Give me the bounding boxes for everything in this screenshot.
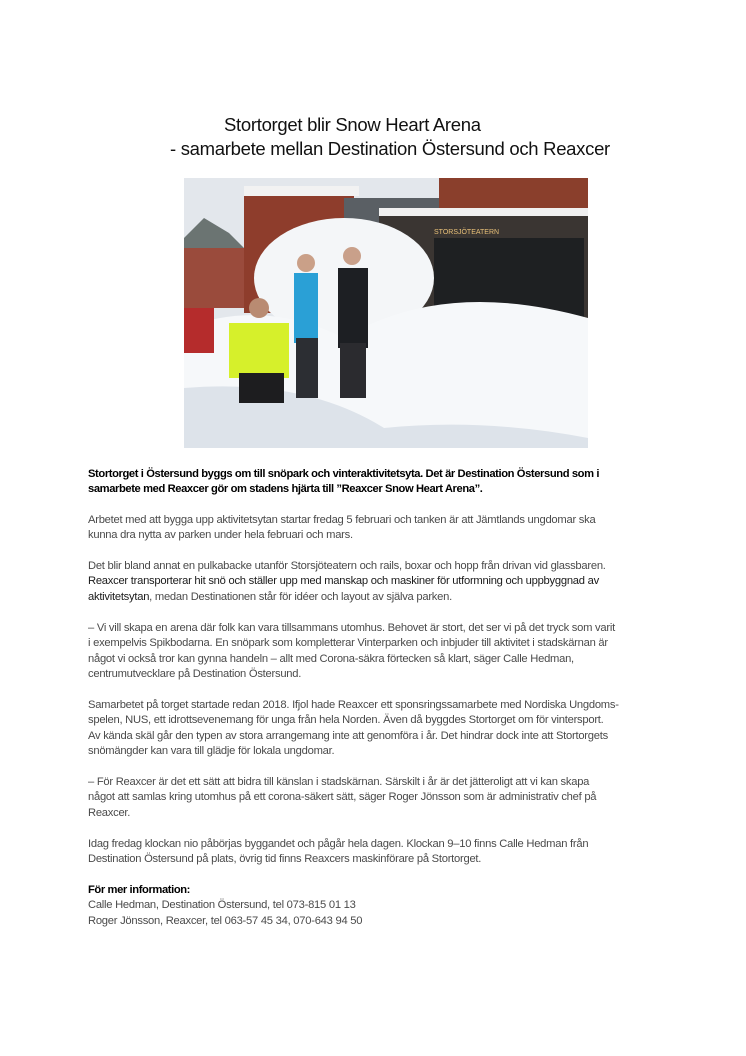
- text-line: kunna dra nytta av parken under hela februari och mars.: [88, 529, 353, 542]
- intro-paragraph: [88, 467, 599, 498]
- text-line: något vi också tror kan gynna handeln – allt med Corona-säkra förtecken så klart, säger Calle Hedman,: [88, 652, 574, 665]
- paragraph-2: [88, 559, 606, 605]
- text-segment: aktivitetsytan: [88, 590, 150, 603]
- text-line: Samarbetet på torget startade redan 2018. Ifjol hade Reaxcer ett sponsringssamarbete med Nordiska Ungdoms-: [88, 699, 619, 711]
- press-photo: [184, 178, 588, 448]
- text-line: spelen, NUS, ett idrottsevenemang för unga från hela Norden. Även då byggdes Stortorget om för vintersport.: [88, 714, 604, 727]
- text-line: [88, 590, 606, 605]
- photo-illustration: [184, 178, 588, 448]
- intro-line: samarbete med Reaxcer gör om stadens hjärta till ”Reaxcer Snow Heart Arena”.: [88, 483, 483, 496]
- photo-sign: STORSJÖTEATERN: [434, 229, 500, 236]
- paragraph-1: [88, 513, 595, 544]
- intro-line: Stortorget i Östersund byggs om till snöpark och vinteraktivitetsyta. Det är Destination Östersund som i: [88, 468, 600, 480]
- paragraph-6: [88, 837, 588, 868]
- paragraph-3: [88, 621, 615, 682]
- text-line: – För Reaxcer är det ett sätt att bidra till känslan i stadskärnan. Särskilt i år är det jätteroligt att vi kan skapa: [88, 776, 590, 788]
- contact-line: Calle Hedman, Destination Östersund, tel 073-815 01 13: [88, 899, 356, 912]
- text-line: Arbetet med att bygga upp aktivitetsytan startar fredag 5 februari och tanken är att Jämtlands ungdomar ska: [88, 514, 596, 526]
- paragraph-4: [88, 698, 619, 759]
- text-line: Idag fredag klockan nio påbörjas byggandet och pågår hela dagen. Klockan 9–10 finns Calle Hedman från: [88, 838, 589, 850]
- text-line: Reaxcer transporterar hit snö och ställer upp med manskap och maskiner för utformning och uppbyggnad av: [88, 575, 599, 588]
- text-line: Reaxcer.: [88, 806, 131, 819]
- text-line: Destination Östersund på plats, övrig tid finns Reaxcers maskinförare på Stortorget.: [88, 853, 482, 866]
- text-line: snömängder kan vara till glädje för lokala ungdomar.: [88, 744, 335, 757]
- text-line: Det blir bland annat en pulkabacke utanför Storsjöteatern och rails, boxar och hopp från drivan vid glassbaren.: [88, 560, 606, 572]
- text-line: i exempelvis Spikbodarna. En snöpark som kompletterar Vinterparken och inbjuder till aktivitet i stadskärnan är: [88, 637, 608, 650]
- contact-section: [88, 883, 362, 929]
- title-line-2: - samarbete mellan Destination Östersund och Reaxcer: [170, 138, 610, 159]
- text-line: – Vi vill skapa en arena där folk kan vara tillsammans utomhus. Behovet är stort, det ser vi på det tryck som varit: [88, 622, 615, 634]
- contact-line: Roger Jönsson, Reaxcer, tel 063-57 45 34, 070-643 94 50: [88, 914, 363, 927]
- contact-heading: För mer information:: [88, 884, 191, 896]
- text-segment: , medan Destinationen står för idéer och layout av själva parken.: [149, 590, 452, 603]
- text-line: centrumutvecklare på Destination Östersund.: [88, 667, 302, 680]
- title-line-1: Stortorget blir Snow Heart Arena: [224, 114, 481, 135]
- text-line: något att samlas kring utomhus på ett corona-säkert sätt, säger Roger Jönsson som är administrativ chef på: [88, 791, 597, 804]
- paragraph-5: [88, 775, 596, 821]
- text-line: Av kända skäl går den typen av stora arrangemang inte att genomföra i år. Det hindrar dock inte att Stortorgets: [88, 729, 608, 742]
